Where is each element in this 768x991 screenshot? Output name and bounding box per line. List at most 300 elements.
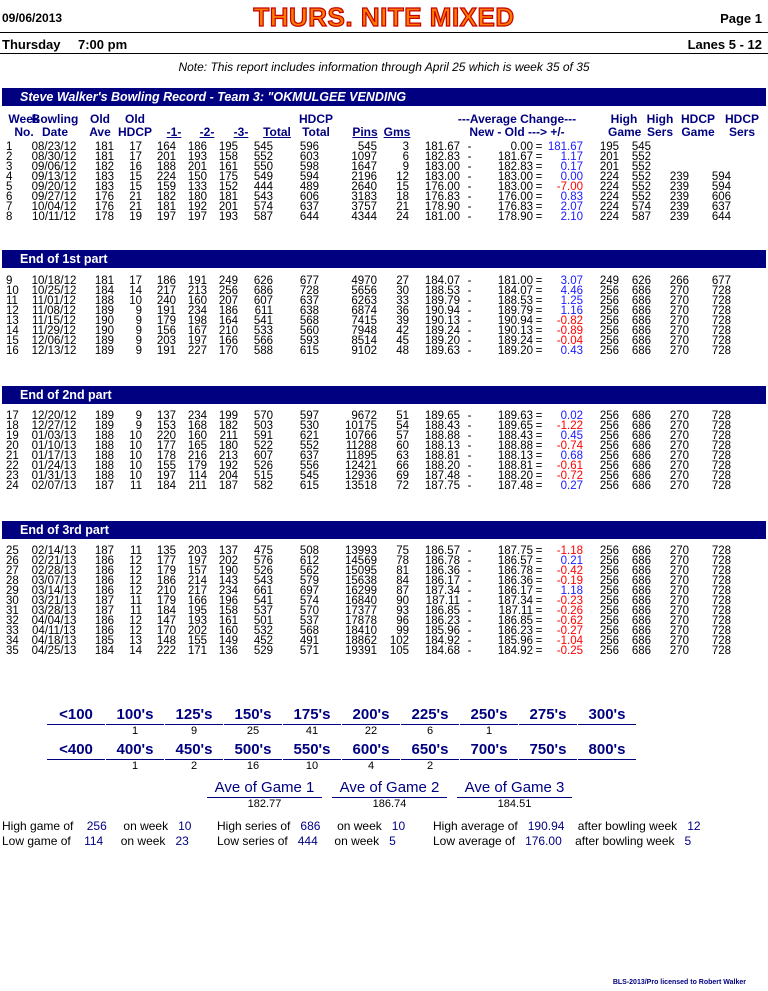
- cell-6: 182: [218, 420, 238, 432]
- cell-6: 211: [219, 430, 238, 442]
- cell-14: 256: [599, 615, 619, 627]
- cell-6: 143: [218, 575, 238, 587]
- cell-4: 178: [156, 450, 176, 462]
- cell-10: 42: [396, 325, 409, 337]
- cell-4: 182: [156, 191, 176, 203]
- cell-10: 54: [396, 420, 409, 432]
- cell-0: 27: [6, 565, 19, 577]
- cell-5: 133: [187, 181, 207, 193]
- col-old-ave: Old Ave: [89, 112, 111, 139]
- cell-16: 270: [669, 430, 689, 442]
- cell-7: 552: [253, 151, 273, 163]
- cell-7: 550: [253, 161, 273, 173]
- cell-5: 167: [187, 325, 207, 337]
- cell-14: 224: [599, 191, 619, 203]
- cell-7: 607: [253, 295, 273, 307]
- equals-sign: =: [535, 450, 543, 462]
- cell-6: 180: [218, 440, 238, 452]
- cell-10: 69: [396, 470, 409, 482]
- cell-4: 186: [156, 575, 176, 587]
- equals-sign: =: [535, 480, 543, 492]
- cell-1: 12/13/12: [31, 345, 77, 357]
- bucket-7: [460, 741, 518, 773]
- cell-9: 19391: [345, 645, 377, 657]
- cell-7: 686: [253, 285, 273, 297]
- cell-9: 9672: [351, 410, 377, 422]
- cell-8: 556: [299, 460, 319, 472]
- cell-2: 184: [94, 645, 114, 657]
- cell-3: 12: [129, 615, 142, 627]
- cell-11: 176.00: [424, 181, 460, 193]
- cell-12: 176.83: [497, 201, 533, 213]
- cell-17: 728: [711, 605, 731, 617]
- cell-13: -0.61: [556, 460, 583, 472]
- cell-3: 15: [129, 181, 142, 193]
- cell-12: 189.20: [497, 345, 533, 357]
- cell-6: 202: [218, 555, 238, 567]
- cell-12: 0.00: [510, 141, 533, 153]
- minus-sign: -: [467, 555, 472, 567]
- minus-sign: -: [467, 335, 472, 347]
- cell-9: 13993: [345, 545, 377, 557]
- cell-3: 11: [130, 595, 142, 607]
- cell-13: -0.26: [556, 605, 583, 617]
- bucket-count: 41: [305, 725, 319, 737]
- cell-12: 186.85: [497, 615, 533, 627]
- cell-16: [651, 142, 689, 152]
- col-hdcp-total: HDCP Total: [298, 112, 333, 139]
- cell-6: 196: [218, 595, 238, 607]
- cell-10: 81: [396, 565, 409, 577]
- cell-8: 594: [299, 171, 319, 183]
- cell-4: 240: [156, 295, 176, 307]
- cell-0: 7: [6, 201, 13, 213]
- cell-5: 197: [187, 211, 207, 223]
- bucket-count: [578, 760, 636, 773]
- col-gms: Gms: [383, 125, 411, 139]
- cell-8: 603: [299, 151, 319, 163]
- cell-12: 186.23: [497, 625, 533, 637]
- cell-7: 526: [253, 565, 273, 577]
- cell-12: 185.96: [497, 635, 533, 647]
- cell-13: 0.43: [560, 345, 583, 357]
- cell-10: 90: [396, 595, 409, 607]
- cell-3: 17: [129, 151, 142, 163]
- cell-0: 11: [6, 295, 18, 307]
- cell-15: 686: [631, 305, 651, 317]
- cell-6: 152: [218, 181, 238, 193]
- cell-9: 2196: [351, 171, 377, 183]
- bucket-label: 800's: [578, 741, 636, 760]
- cell-15: 686: [631, 440, 651, 452]
- cell-16: 270: [669, 565, 689, 577]
- cell-4: 191: [156, 345, 176, 357]
- cell-11: 186.36: [424, 565, 460, 577]
- cell-11: 184.07: [424, 275, 460, 287]
- cell-10: 6: [402, 151, 409, 163]
- cell-10: 30: [396, 285, 409, 297]
- cell-2: 187: [94, 480, 114, 492]
- cell-9: 1647: [351, 161, 377, 173]
- cell-17: 728: [711, 480, 731, 492]
- cell-12: 189.24: [497, 335, 533, 347]
- col-pins: Pins: [352, 125, 378, 139]
- cell-8: 574: [299, 595, 319, 607]
- cell-9: 10766: [345, 430, 377, 442]
- cell-15: 686: [631, 565, 651, 577]
- cell-9: 7415: [351, 315, 377, 327]
- cell-6: 160: [218, 625, 238, 637]
- cell-10: 72: [396, 480, 409, 492]
- bucket-0: [47, 706, 105, 738]
- bucket-1: [106, 741, 164, 773]
- bucket-label: 300's: [578, 706, 636, 725]
- cell-10: 39: [396, 315, 409, 327]
- cell-3: 9: [135, 410, 142, 422]
- minus-sign: -: [467, 211, 472, 223]
- equals-sign: =: [535, 295, 543, 307]
- cell-12: 189.65: [497, 420, 533, 432]
- cell-12: 186.78: [497, 565, 533, 577]
- cell-5: 227: [187, 345, 207, 357]
- cell-15: 686: [631, 635, 651, 647]
- equals-sign: =: [535, 625, 543, 637]
- equals-sign: =: [535, 615, 543, 627]
- cell-2: 186: [94, 585, 114, 597]
- cell-12: 181.00: [497, 275, 533, 287]
- col-high-sers: High Sers: [646, 112, 674, 139]
- cell-7: 661: [253, 585, 273, 597]
- cell-5: 193: [187, 615, 207, 627]
- cell-11: 188.13: [424, 440, 460, 452]
- cell-7: 503: [253, 420, 273, 432]
- bucket-label: 200's: [342, 706, 400, 725]
- cell-12: 183.00: [497, 181, 533, 193]
- low-average-summary: Low average of 176.00 after bowling week 5: [433, 834, 692, 848]
- cell-17: 677: [711, 275, 731, 287]
- license-footer: BLS-2013/Pro licensed to Robert Walker: [612, 979, 746, 986]
- cell-14: 201: [599, 151, 619, 163]
- cell-1: 11/29/12: [32, 325, 76, 337]
- cell-1: 11/01/12: [32, 295, 76, 307]
- cell-13: -7.00: [556, 181, 583, 193]
- minus-sign: -: [467, 625, 472, 637]
- cell-6: 195: [218, 141, 238, 153]
- cell-6: 187: [218, 480, 238, 492]
- cell-4: 153: [156, 420, 176, 432]
- cell-0: 21: [6, 450, 19, 462]
- cell-9: 4344: [351, 211, 377, 223]
- cell-2: 188: [94, 460, 114, 472]
- equals-sign: =: [535, 420, 543, 432]
- cell-17: 594: [711, 171, 731, 183]
- cell-11: 187.75: [424, 480, 460, 492]
- game-average-label: Ave of Game 1: [207, 779, 322, 798]
- league-day: Thursday: [2, 37, 61, 52]
- cell-2: 188: [94, 450, 114, 462]
- cell-0: 12: [6, 305, 19, 317]
- cell-5: 234: [187, 410, 207, 422]
- col-game3: -3-: [233, 125, 249, 139]
- cell-8: 612: [299, 555, 319, 567]
- cell-1: 02/28/13: [31, 565, 77, 577]
- cell-10: 27: [396, 275, 409, 287]
- cell-7: 549: [253, 171, 273, 183]
- cell-13: -0.42: [556, 565, 583, 577]
- cell-9: 9102: [351, 345, 377, 357]
- minus-sign: -: [467, 325, 472, 337]
- cell-13: 1.17: [560, 151, 583, 163]
- cell-13: 0.02: [560, 410, 583, 422]
- cell-5: 197: [187, 555, 207, 567]
- bucket-label: 600's: [342, 741, 400, 760]
- cell-0: 33: [6, 625, 19, 637]
- col-avg-change: ---Average Change--- New - Old ---> +/-: [457, 112, 577, 139]
- cell-16: 270: [669, 645, 689, 657]
- col-old-hdcp: Old HDCP: [118, 112, 153, 139]
- cell-3: 15: [129, 171, 142, 183]
- bucket-label: 450's: [165, 741, 223, 760]
- cell-9: 12936: [345, 470, 377, 482]
- cell-8: 537: [299, 615, 319, 627]
- cell-1: 12/20/12: [31, 410, 77, 422]
- cell-14: 256: [599, 430, 619, 442]
- low-game-summary: Low game of 114 on week 23: [2, 834, 189, 848]
- cell-16: 270: [669, 440, 689, 452]
- league-title: THURS. NITE MIXED: [253, 2, 515, 32]
- cell-11: 188.20: [424, 460, 460, 472]
- cell-7: 543: [253, 575, 273, 587]
- bucket-count: 9: [190, 725, 198, 737]
- cell-11: 181.00: [424, 211, 460, 223]
- cell-4: 217: [156, 285, 176, 297]
- cell-14: 256: [599, 440, 619, 452]
- cell-14: 256: [599, 555, 619, 567]
- cell-17: [689, 142, 731, 152]
- cell-17: 637: [711, 201, 731, 213]
- cell-11: 190.94: [424, 305, 460, 317]
- cell-13: 1.25: [560, 295, 583, 307]
- cell-15: 686: [631, 450, 651, 462]
- high-average-value: 190.94: [527, 819, 565, 833]
- cell-10: 48: [396, 345, 409, 357]
- cell-1: 10/04/12: [31, 201, 77, 213]
- bucket-label: 175's: [283, 706, 341, 725]
- cell-1: 11/15/12: [32, 315, 76, 327]
- cell-6: 192: [218, 460, 238, 472]
- bucket-label: <100: [47, 706, 105, 725]
- cell-14: 256: [599, 315, 619, 327]
- low-series-value: 444: [297, 834, 318, 848]
- cell-7: 543: [253, 191, 273, 203]
- cell-1: 09/27/12: [31, 191, 77, 203]
- cell-17: [689, 152, 731, 162]
- cell-16: 270: [669, 605, 689, 617]
- cell-14: 224: [599, 171, 619, 183]
- cell-11: 186.85: [424, 605, 460, 617]
- report-note: Note: This report includes information through April 25 which is week 35 of 35: [178, 60, 590, 74]
- cell-13: -1.18: [556, 545, 583, 557]
- cell-15: 552: [631, 171, 651, 183]
- cell-1: 04/18/13: [31, 635, 77, 647]
- cell-3: 9: [135, 420, 142, 432]
- bucket-6: [401, 741, 459, 773]
- cell-2: 186: [94, 575, 114, 587]
- cell-16: 270: [669, 555, 689, 567]
- cell-3: 9: [135, 315, 142, 327]
- cell-15: 686: [631, 460, 651, 472]
- cell-6: 201: [218, 201, 238, 213]
- bucket-0: [47, 741, 105, 773]
- cell-2: 188: [94, 440, 114, 452]
- cell-11: 188.43: [424, 420, 460, 432]
- bucket-count: 25: [246, 725, 260, 737]
- cell-13: 1.18: [560, 585, 583, 597]
- cell-3: 14: [129, 645, 142, 657]
- cell-14: 256: [599, 585, 619, 597]
- cell-6: 164: [218, 315, 238, 327]
- cell-14: 224: [599, 211, 619, 223]
- cell-12: 181.67: [497, 151, 533, 163]
- cell-16: 270: [669, 305, 689, 317]
- part-2-bar: End of 2nd part: [2, 386, 766, 404]
- cell-7: 591: [253, 430, 273, 442]
- cell-8: 596: [299, 141, 319, 153]
- cell-15: 552: [631, 181, 651, 193]
- cell-1: 09/20/12: [31, 181, 77, 193]
- cell-5: 211: [188, 480, 207, 492]
- bucket-count: 1: [131, 725, 139, 737]
- cell-7: 566: [253, 335, 273, 347]
- cell-12: 189.79: [497, 305, 533, 317]
- cell-9: 15095: [345, 565, 377, 577]
- cell-2: 187: [94, 545, 114, 557]
- cell-5: 234: [187, 305, 207, 317]
- cell-10: 75: [396, 545, 409, 557]
- cell-4: 197: [156, 470, 176, 482]
- cell-9: 2640: [351, 181, 377, 193]
- cell-13: 0.68: [560, 450, 583, 462]
- equals-sign: =: [535, 151, 543, 163]
- bucket-8: [519, 741, 577, 773]
- bucket-label: 150's: [224, 706, 282, 725]
- weeks-part-2: [2, 276, 731, 356]
- cell-4: 184: [156, 480, 176, 492]
- cell-5: 155: [187, 635, 207, 647]
- cell-6: 193: [218, 211, 238, 223]
- cell-10: 21: [396, 201, 409, 213]
- minus-sign: -: [467, 480, 472, 492]
- cell-14: 224: [599, 201, 619, 213]
- cell-6: 181: [218, 191, 238, 203]
- cell-13: -0.23: [556, 595, 583, 607]
- cell-14: 256: [599, 605, 619, 617]
- league-time: 7:00 pm: [78, 37, 128, 52]
- cell-7: 541: [253, 315, 273, 327]
- cell-17: 728: [711, 335, 731, 347]
- cell-3: 10: [129, 295, 142, 307]
- cell-5: 195: [187, 605, 207, 617]
- cell-11: 189.63: [424, 345, 460, 357]
- cell-16: 270: [669, 595, 689, 607]
- cell-0: 35: [6, 645, 19, 657]
- bucket-label: 550's: [283, 741, 341, 760]
- bucket-count: [519, 725, 577, 738]
- cell-13: 0.27: [560, 480, 583, 492]
- cell-12: 186.57: [497, 555, 533, 567]
- bucket-count: 2: [426, 760, 434, 772]
- cell-10: 3: [402, 141, 409, 153]
- equals-sign: =: [535, 325, 543, 337]
- cell-6: 166: [218, 335, 238, 347]
- cell-13: -0.27: [556, 625, 583, 637]
- cell-5: 179: [187, 460, 207, 472]
- cell-3: 9: [135, 335, 142, 347]
- cell-17: 728: [711, 545, 731, 557]
- cell-4: 164: [156, 141, 176, 153]
- cell-17: 728: [711, 575, 731, 587]
- cell-14: 249: [599, 275, 619, 287]
- cell-0: 24: [6, 480, 19, 492]
- cell-14: 256: [599, 625, 619, 637]
- cell-10: 93: [396, 605, 409, 617]
- high-series-week: 10: [391, 819, 406, 833]
- cell-11: 190.13: [424, 315, 460, 327]
- cell-16: 239: [669, 191, 689, 203]
- cell-8: 637: [299, 450, 319, 462]
- cell-0: 32: [6, 615, 19, 627]
- cell-3: 19: [129, 211, 142, 223]
- cell-11: 184.68: [424, 645, 460, 657]
- cell-7: 501: [253, 615, 273, 627]
- col-high-game: High Game: [608, 112, 642, 139]
- cell-7: 588: [253, 345, 273, 357]
- minus-sign: -: [467, 315, 472, 327]
- cell-8: 615: [299, 480, 319, 492]
- cell-9: 4970: [351, 275, 377, 287]
- cell-15: 552: [631, 151, 651, 163]
- col-date: Bowling Date: [31, 112, 79, 139]
- cell-2: 176: [94, 201, 114, 213]
- minus-sign: -: [467, 430, 472, 442]
- cell-10: 99: [396, 625, 409, 637]
- cell-13: 181.67: [547, 141, 583, 153]
- cell-1: 10/18/12: [31, 275, 77, 287]
- cell-10: 84: [396, 575, 409, 587]
- equals-sign: =: [535, 171, 543, 183]
- cell-0: 5: [6, 181, 13, 193]
- bucket-label: <400: [47, 741, 105, 760]
- cell-13: 0.00: [560, 171, 583, 183]
- header-divider-2: [0, 53, 768, 54]
- cell-0: 4: [6, 171, 13, 183]
- part-3-bar: End of 3rd part: [2, 521, 766, 539]
- cell-13: -0.89: [556, 325, 583, 337]
- cell-11: 184.92: [424, 635, 460, 647]
- minus-sign: -: [467, 181, 472, 193]
- cell-5: 150: [187, 171, 207, 183]
- cell-15: 686: [631, 420, 651, 432]
- cell-6: 249: [218, 275, 238, 287]
- cell-16: 270: [669, 585, 689, 597]
- cell-2: 181: [94, 151, 114, 163]
- cell-15: 686: [631, 410, 651, 422]
- cell-12: 176.00: [497, 191, 533, 203]
- cell-14: 256: [599, 295, 619, 307]
- cell-1: 04/04/13: [31, 615, 77, 627]
- cell-8: 489: [299, 181, 319, 193]
- cell-6: 190: [218, 565, 238, 577]
